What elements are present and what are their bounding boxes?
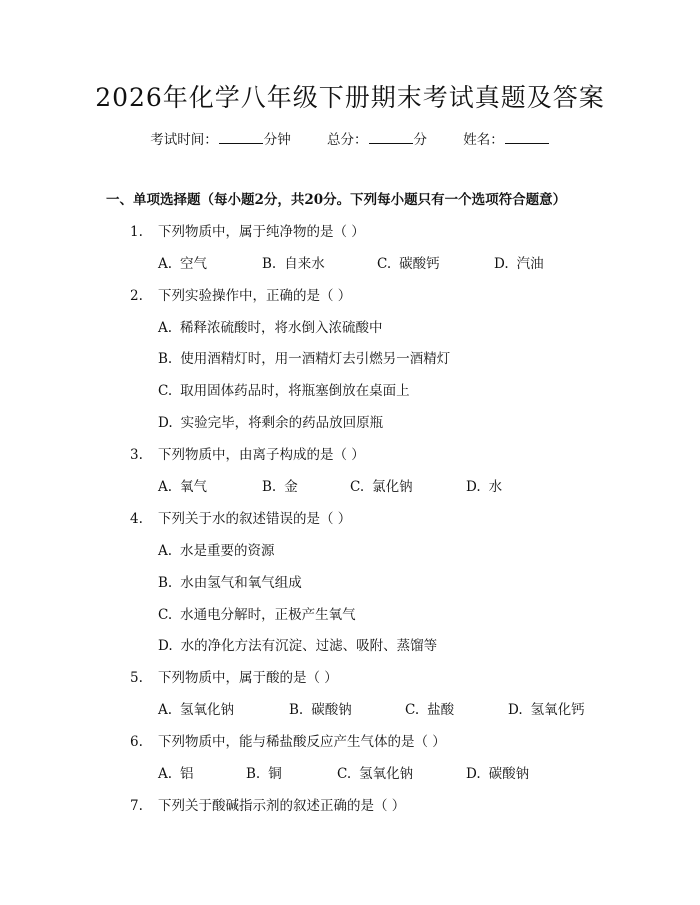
question-text: 下列物质中，由离子构成的是（ ） [158,447,365,463]
option-letter: D. [508,702,523,718]
option-text: 空气 [180,256,208,272]
option-5c[interactable] [405,700,454,720]
option-letter: C. [377,256,392,272]
name-label: 姓名： [463,132,504,148]
option-4c[interactable] [158,605,356,625]
question-number: 5. [130,670,143,686]
question-5 [130,668,338,688]
option-text: 碳酸钙 [399,256,440,272]
option-letter: C. [158,607,173,623]
option-6b[interactable] [246,764,282,784]
option-letter: D. [466,479,481,495]
exam-time-unit: 分钟 [263,132,291,148]
option-text: 水是重要的资源 [180,543,275,559]
option-5a[interactable] [158,700,234,720]
option-3a[interactable] [158,477,207,497]
option-letter: A. [158,320,173,336]
section-heading: 一、单项选择题（每小题2分，共20分。下列每小题只有一个选项符合题意） [106,192,567,208]
option-text: 稀释浓硫酸时，将水倒入浓硫酸中 [180,320,383,336]
question-text: 下列物质中，能与稀盐酸反应产生气体的是（ ） [158,734,446,750]
option-letter: A. [158,256,173,272]
option-text: 碳酸钠 [311,702,352,718]
question-number: 7. [130,798,143,814]
option-letter: C. [405,702,420,718]
option-text: 取用固体药品时，将瓶塞倒放在桌面上 [180,383,410,399]
question-1 [130,222,365,242]
question-text: 下列实验操作中，正确的是（ ） [158,288,352,304]
option-text: 自来水 [284,256,325,272]
option-2b[interactable] [158,349,450,369]
question-number: 4. [130,511,143,527]
question-4 [130,509,351,529]
option-text: 盐酸 [427,702,455,718]
option-3d[interactable] [466,477,502,497]
option-5d[interactable] [508,700,585,720]
option-letter: C. [337,766,352,782]
exam-time-blank[interactable] [219,131,263,144]
option-6c[interactable] [337,764,413,784]
option-3c[interactable] [350,477,413,497]
option-text: 使用酒精灯时，用一酒精灯去引燃另一酒精灯 [180,351,451,367]
option-text: 氢氧化钙 [530,702,585,718]
option-text: 铝 [180,766,194,782]
exam-time-field [150,132,291,148]
option-1b[interactable] [262,254,325,274]
option-letter: B. [158,575,173,591]
option-4b[interactable] [158,573,302,593]
page-title: 2026年化学八年级下册期末考试真题及答案 [95,83,605,112]
option-2a[interactable] [158,318,383,338]
option-6a[interactable] [158,764,194,784]
option-letter: D. [158,415,173,431]
option-1d[interactable] [494,254,544,274]
question-7 [130,796,405,816]
option-letter: A. [158,479,173,495]
option-text: 氢氧化钠 [180,702,235,718]
option-letter: A. [158,543,173,559]
option-text: 水的净化方法有沉淀、过滤、吸附、蒸馏等 [180,638,438,654]
name-blank[interactable] [505,131,549,144]
total-score-label: 总分： [327,132,368,148]
option-text: 实验完毕，将剩余的药品放回原瓶 [180,415,384,431]
option-4d[interactable] [158,636,437,656]
option-4a[interactable] [158,541,275,561]
question-number: 6. [130,734,143,750]
option-1c[interactable] [377,254,440,274]
option-5b[interactable] [289,700,352,720]
option-text: 氯化钠 [372,479,413,495]
option-text: 氢氧化钠 [359,766,414,782]
question-3 [130,445,365,465]
option-text: 水由氢气和氧气组成 [180,575,302,591]
option-letter: A. [158,702,173,718]
question-text: 下列关于酸碱指示剂的叙述正确的是（ ） [158,798,406,814]
option-text: 水通电分解时，正极产生氧气 [180,607,356,623]
exam-time-label: 考试时间： [150,132,218,148]
total-score-blank[interactable] [369,131,413,144]
option-letter: B. [262,256,277,272]
option-text: 水 [488,479,503,495]
option-letter: B. [158,351,173,367]
option-letter: C. [158,383,173,399]
option-text: 铜 [268,766,282,782]
question-2 [130,286,351,306]
option-letter: C. [350,479,365,495]
option-6d[interactable] [466,764,529,784]
question-number: 2. [130,288,143,304]
question-6 [130,732,446,752]
option-letter: D. [466,766,481,782]
option-text: 金 [284,479,298,495]
option-letter: B. [262,479,277,495]
option-letter: D. [494,256,509,272]
option-letter: A. [158,766,173,782]
total-score-unit: 分 [413,132,427,148]
name-field [463,132,550,148]
question-text: 下列关于水的叙述错误的是（ ） [158,511,352,527]
option-3b[interactable] [262,477,298,497]
option-text: 碳酸钠 [488,766,530,782]
option-text: 氧气 [180,479,208,495]
option-letter: B. [246,766,261,782]
question-number: 1. [130,224,143,240]
question-text: 下列物质中，属于纯净物的是（ ） [158,224,365,240]
option-letter: B. [289,702,304,718]
option-letter: D. [158,638,173,654]
option-1a[interactable] [158,254,207,274]
question-number: 3. [130,447,143,463]
question-text: 下列物质中，属于酸的是（ ） [158,670,338,686]
option-2d[interactable] [158,413,383,433]
option-2c[interactable] [158,381,410,401]
exam-info [0,130,700,150]
option-text: 汽油 [516,256,544,272]
total-score-field [327,132,427,148]
